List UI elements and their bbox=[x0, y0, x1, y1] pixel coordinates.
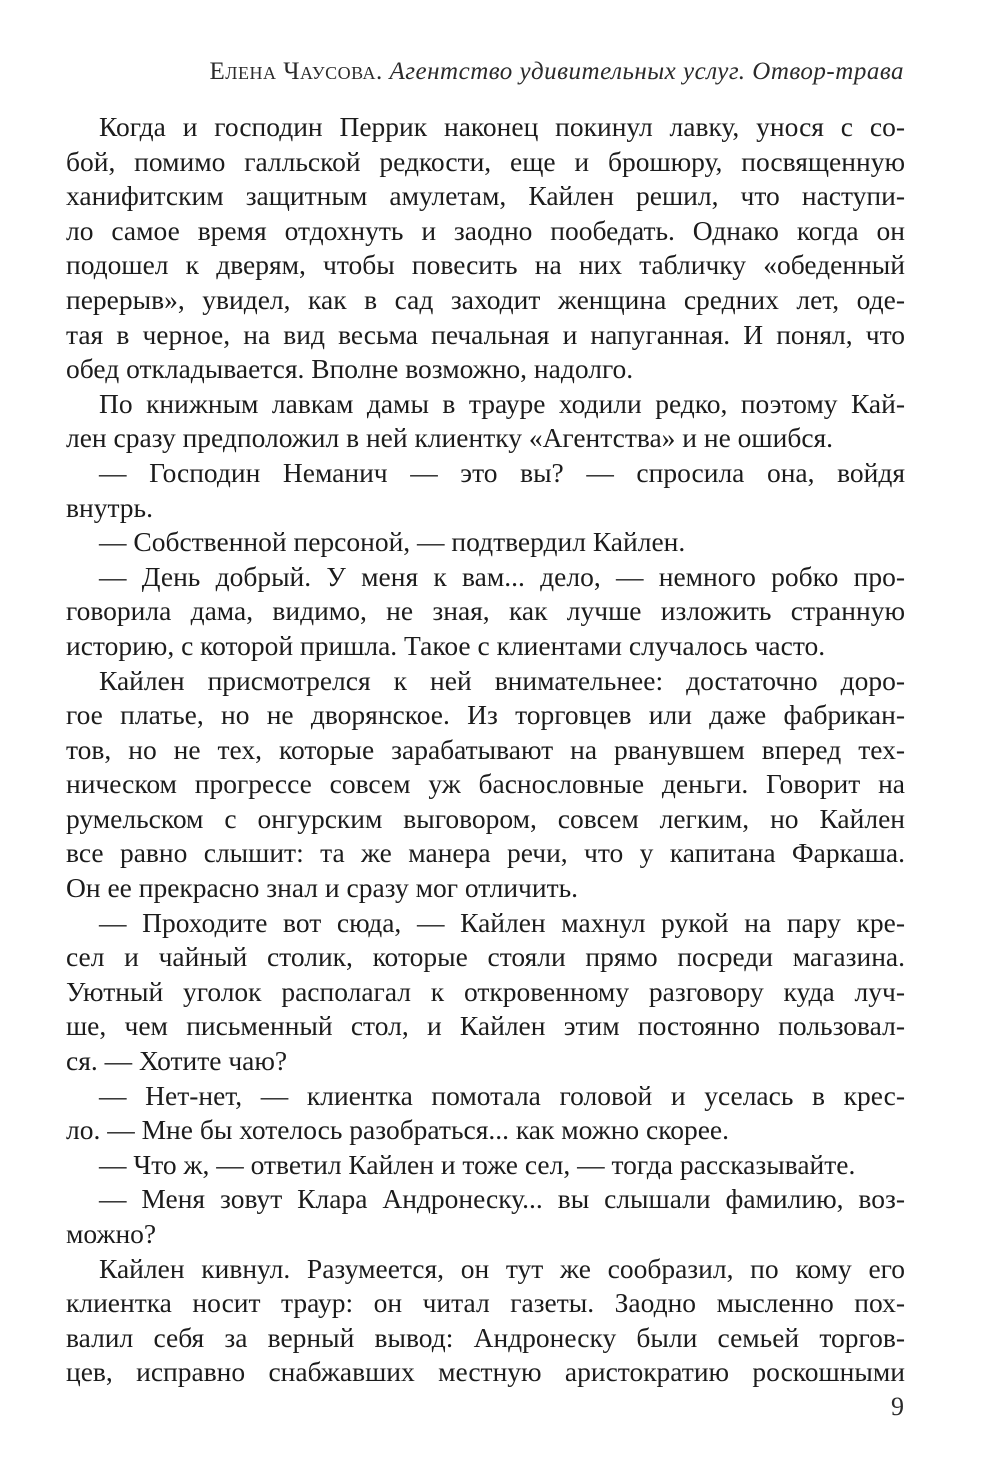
text-line: гое платье, но не дворянское. Из торговцев или даже фабрикан- bbox=[66, 699, 905, 731]
text-line: обед откладывается. Вполне возможно, надолго. bbox=[66, 353, 634, 385]
text-line: ся. — Хотите чаю? bbox=[66, 1045, 288, 1077]
text-line: — Проходите вот сюда, — Кайлен махнул рукой на пару кре- bbox=[99, 906, 905, 938]
text-line: клиентка носит траур: он читал газеты. Заодно мысленно пох- bbox=[66, 1287, 905, 1319]
text-line: По книжным лавкам дамы в трауре ходили редко, поэтому Кай- bbox=[99, 387, 905, 419]
paragraph bbox=[66, 456, 905, 525]
text-line: — Нет-нет, — клиентка помотала головой и уселась в крес- bbox=[99, 1079, 905, 1111]
paragraph bbox=[66, 906, 905, 1079]
text-line: Кайлен присмотрелся к ней внимательнее: достаточно доро- bbox=[99, 664, 905, 696]
text-line: сел и чайный столик, которые стояли прямо посреди магазина. bbox=[66, 941, 905, 973]
paragraph bbox=[66, 1148, 905, 1183]
paragraph bbox=[66, 1079, 905, 1148]
text-line: Он ее прекрасно знал и сразу мог отличить. bbox=[66, 872, 579, 904]
header-title: Агентство удивительных услуг. Отвор-трава bbox=[389, 58, 904, 85]
text-line: тов, но не тех, которые зарабатывают на рванувшем вперед тех- bbox=[66, 733, 905, 765]
text-line: Когда и господин Перрик наконец покинул лавку, унося с со- bbox=[99, 111, 905, 142]
text-line: перерыв», увидел, как в сад заходит женщина средних лет, оде- bbox=[66, 283, 905, 315]
text-line: можно? bbox=[66, 1218, 157, 1249]
paragraph bbox=[66, 560, 905, 664]
text-line: ханифитским защитным амулетам, Кайлен решил, что наступи- bbox=[66, 180, 905, 212]
text-line: тая в черное, на вид весьма печальная и напуганная. И понял, что bbox=[66, 318, 905, 350]
text-line: историю, с которой пришла. Такое с клиентами случалось часто. bbox=[66, 629, 826, 661]
paragraph bbox=[66, 525, 905, 560]
body-text bbox=[66, 110, 905, 1390]
text-line: — Что ж, — ответил Кайлен и тоже сел, — тогда рассказывайте. bbox=[99, 1148, 856, 1180]
text-line: лен сразу предположил в ней клиентку «Агентства» и не ошибся. bbox=[66, 422, 834, 454]
text-line: внутрь. bbox=[66, 491, 153, 523]
text-line: бой, помимо галльской редкости, еще и брошюру, посвященную bbox=[66, 145, 905, 177]
text-line: — День добрый. У меня к вам... дело, — немного робко про- bbox=[99, 560, 905, 592]
text-line: Кайлен кивнул. Разумеется, он тут же сообразил, по кому его bbox=[99, 1252, 905, 1284]
text-line: ло самое время отдохнуть и заодно пообедать. Однако когда он bbox=[66, 214, 905, 246]
paragraph bbox=[66, 664, 905, 906]
text-line: — Господин Неманич — это вы? — спросила она, войдя bbox=[99, 456, 905, 488]
text-line: Уютный уголок располагал к откровенному разговору куда луч- bbox=[66, 975, 905, 1007]
text-line: — Собственной персоной, — подтвердил Кайлен. bbox=[99, 526, 686, 558]
text-line: румельском с онгурским выговором, совсем легким, но Кайлен bbox=[66, 802, 905, 834]
text-line: ло. — Мне бы хотелось разобраться... как можно скорее. bbox=[66, 1114, 729, 1146]
text-line: подошел к дверям, чтобы повесить на них табличку «обеденный bbox=[66, 249, 905, 281]
paragraph bbox=[66, 110, 905, 387]
text-line: говорила дама, видимо, не зная, как лучше изложить странную bbox=[66, 595, 905, 627]
text-line: валил себя за верный вывод: Андронеску были семьей торгов- bbox=[66, 1321, 905, 1353]
paragraph bbox=[66, 387, 905, 456]
text-line: ше, чем письменный стол, и Кайлен этим постоянно пользовал- bbox=[66, 1010, 905, 1042]
page-number: 9 bbox=[891, 1392, 904, 1421]
text-line: все равно слышит: та же манера речи, что у капитана Фаркаша. bbox=[66, 837, 905, 869]
text-line: цев, исправно снабжавших местную аристократию роскошными bbox=[66, 1356, 905, 1388]
paragraph bbox=[66, 1182, 905, 1251]
paragraph bbox=[66, 1252, 905, 1390]
text-line: — Меня зовут Клара Андронеску... вы слышали фамилию, воз- bbox=[99, 1183, 905, 1215]
text-line: ническом прогрессе совсем уж баснословные деньги. Говорит на bbox=[66, 768, 905, 800]
header-author: Елена Чаусова. bbox=[209, 58, 383, 85]
running-header bbox=[210, 58, 905, 86]
